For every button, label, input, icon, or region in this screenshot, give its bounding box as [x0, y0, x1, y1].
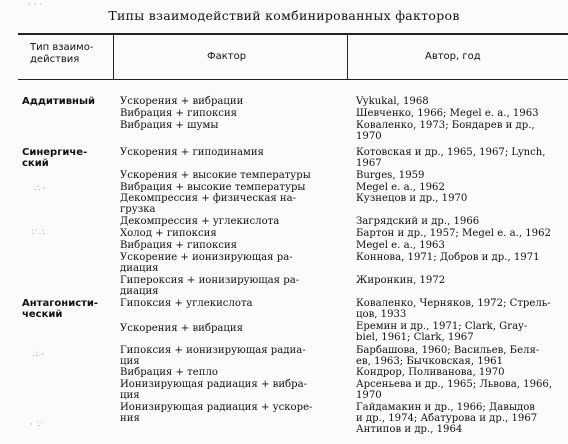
scan-artifact: · ∵ [30, 420, 42, 430]
type-additive: Аддитивный [22, 96, 95, 107]
scan-artifact: ∴ · [32, 350, 44, 360]
scan-artifact: ∵ ∴ [30, 228, 45, 238]
column-divider-2 [347, 34, 348, 79]
factor-cell: Вибрация + тепло [120, 367, 218, 378]
author-cell: Загрядский и др., 1966 [356, 216, 480, 227]
author-cell: Megel e. a., 1963 [356, 240, 445, 251]
factor-cell: Декомпрессия + углекислота [120, 216, 280, 227]
author-cell: Megel e. a., 1962 [356, 182, 445, 193]
factor-cell: Ускорения + вибрации [120, 96, 244, 107]
author-cell: Арсеньева и др., 1965; Львова, 1966, 1970 [356, 379, 553, 401]
factor-cell: Гипероксия + ионизирующая ра- диация [120, 275, 300, 297]
factor-cell: Ионизирующая радиация + ускоре- ния [120, 402, 313, 424]
scan-artifact: · · · [28, 0, 43, 10]
author-cell: Коваленко, 1973; Бондарев и др., 1970 [356, 120, 535, 142]
author-cell: Гайдамакин и др., 1966; Давыдов и др., 1974; Абатурова и др., 1967 [356, 402, 538, 424]
author-cell: Барбашова, 1960; Васильев, Беля- ев, 1963; Бычковская, 1961 [356, 345, 540, 367]
table-top-rule [18, 33, 568, 35]
factor-cell: Ускорения + высокие температуры [120, 170, 311, 181]
author-cell: Кондрор, Поливанова, 1970 [356, 367, 505, 378]
factor-cell: Вибрация + гипоксия [120, 240, 238, 251]
author-cell: Шевченко, 1966; Megel e. a., 1963 [356, 108, 539, 119]
factor-cell: Декомпрессия + физическая на- грузка [120, 193, 297, 215]
author-cell: Коваленко, Черняков, 1972; Стрель- цов, 1933 [356, 298, 551, 320]
author-cell: Коннова, 1971; Добров и др., 1971 [356, 252, 540, 263]
author-cell: Антипов и др., 1964 [356, 424, 463, 435]
factor-cell: Ускорения + гиподинамия [120, 147, 264, 158]
column-divider-1 [113, 34, 114, 79]
author-cell: Кузнецов и др., 1970 [356, 193, 468, 204]
factor-cell: Вибрация + гипоксия [120, 108, 238, 119]
author-cell: Burges, 1959 [356, 170, 425, 181]
author-cell: Еремин и др., 1971; Clark, Gray- biel, 1961; Clark, 1967 [356, 321, 528, 343]
type-antagonistic: Антагонисти- ческий [22, 298, 99, 320]
column-header-type: Тип взаимо- действия [30, 42, 94, 65]
column-header-author: Автор, год [425, 51, 481, 62]
page-title: Типы взаимодействий комбинированных факторов [108, 8, 460, 23]
scan-artifact: ∴ · [34, 184, 46, 194]
type-synergic: Синергиче- ский [22, 147, 88, 169]
column-header-factor: Фактор [207, 51, 247, 62]
factor-cell: Гипоксия + углекислота [120, 298, 253, 309]
author-cell: Жиронкин, 1972 [356, 275, 446, 286]
factor-cell: Ионизирующая радиация + вибра- ция [120, 379, 308, 401]
factor-cell: Вибрация + высокие температуры [120, 182, 306, 193]
factor-cell: Ускорение + ионизирующая ра- диация [120, 252, 293, 274]
factor-cell: Вибрация + шумы [120, 120, 219, 131]
author-cell: Бартон и др., 1957; Megel e. a., 1962 [356, 228, 551, 239]
author-cell: Котовская и др., 1965, 1967; Lynch, 1967 [356, 147, 546, 169]
table-header-rule [18, 79, 568, 80]
factor-cell: Холод + гипоксия [120, 228, 217, 239]
factor-cell: Гипоксия + ионизирующая радиа- ция [120, 345, 306, 367]
factor-cell: Ускорения + вибрация [120, 323, 244, 334]
author-cell: Vykukal, 1968 [356, 96, 429, 107]
